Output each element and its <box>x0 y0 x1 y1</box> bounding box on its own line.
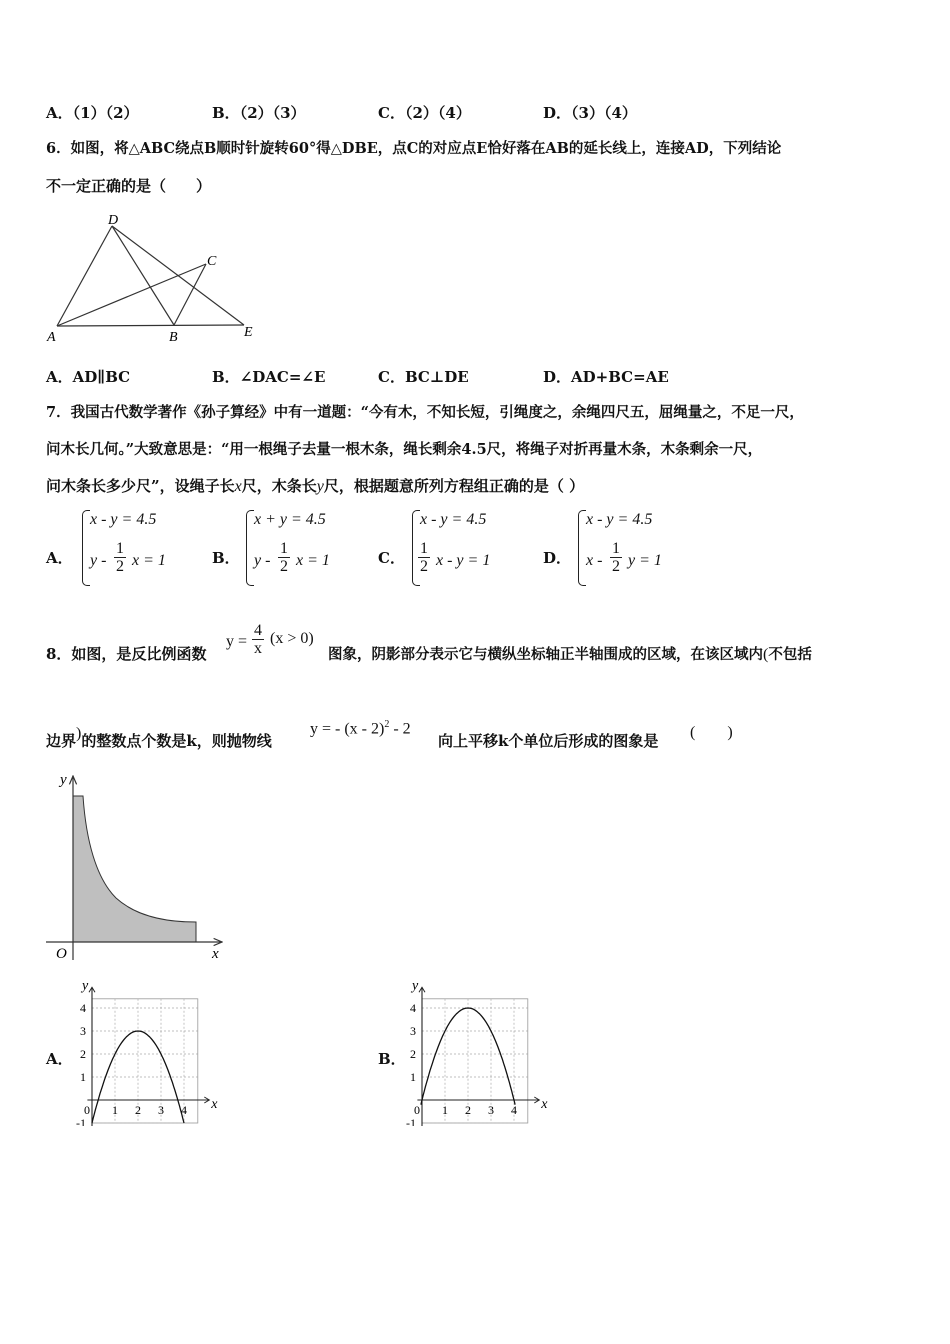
y-tick-label: 1 <box>80 1070 86 1084</box>
q7-option-d-eq2-post: y = 1 <box>628 552 662 569</box>
x-tick-label: 3 <box>158 1103 164 1117</box>
q8-parabola-eq: y = - (x - 2)$^2$ - 2 <box>310 719 411 738</box>
segment-ad <box>57 226 112 326</box>
q7-option-b-eq2-post: x = 1 <box>296 552 330 569</box>
q6-option-c: C．BC⊥DE <box>378 368 469 386</box>
q7-stem-line3: 问木条长多少尺”，设绳子长x尺，木条长y尺，根据题意所列方程组正确的是（ ） <box>46 477 585 495</box>
x-tick-label: 1 <box>112 1103 118 1117</box>
q7-option-d-brace <box>578 510 586 586</box>
var-y: y <box>316 478 324 495</box>
q6-stem-line2: 不一定正确的是（ ） <box>46 177 212 195</box>
x-tick-label: 0 <box>414 1103 420 1117</box>
q7-option-a-frac: $\frac{1}{2}$ <box>116 540 124 575</box>
axis-label-x: x <box>541 1097 548 1112</box>
q8-stem-line1-b: 图象，阴影部分表示它与横纵坐标轴正半轴围成的区域，在该区域内(不包括 <box>328 646 812 663</box>
q5-option-a: A．（1）（2） <box>46 104 139 122</box>
q7-option-a-eq1: x - y = 4.5 <box>90 511 157 528</box>
x-tick-label: 3 <box>488 1103 494 1117</box>
q6-stem-line1: 6．如图，将△ABC绕点B顺时针旋转60°得△DBE，点C的对应点E恰好落在AB的延长线上，连接AD，下列结论 <box>46 140 782 157</box>
q7-option-b-frac: $\frac{1}{2}$ <box>280 540 288 575</box>
y-tick-label: 1 <box>410 1070 416 1084</box>
q8-func-frac: $\frac{4}{x}$ <box>254 622 262 657</box>
q6-triangle-figure <box>44 208 264 346</box>
y-tick-label: 2 <box>410 1047 416 1061</box>
y-tick-label: 4 <box>410 1001 416 1015</box>
q8-hyperbola-figure <box>44 770 230 966</box>
q7-option-c-eq2-post: x - y = 1 <box>436 552 491 569</box>
q8-func-pre: y = <box>226 633 248 650</box>
y-tick-label: 3 <box>80 1024 86 1038</box>
q7-option-d-eq2-pre: x - <box>586 552 603 569</box>
q8-option-a-graph <box>70 978 220 1126</box>
q8-stem-line2-c: 向上平移k个单位后形成的图象是 <box>438 732 659 750</box>
segment-ac <box>57 264 206 326</box>
x-tick-label: 0 <box>84 1103 90 1117</box>
segment-ae <box>57 325 244 326</box>
q7-option-a-brace <box>82 510 90 586</box>
q8-stem-line2: 边界)的整数点个数是k，则抛物线 <box>46 725 272 750</box>
q8-option-b-letter: B． <box>378 1050 406 1068</box>
q7-stem-line2: 问木长几何。”大致意思是：“用一根绳子去量一根木条，绳长剩余4.5尺，将绳子对折再量木条，木条剩余一尺， <box>46 441 763 458</box>
axis-label-y: y <box>60 772 67 788</box>
x-tick-label: 1 <box>442 1103 448 1117</box>
y-tick-label: -1 <box>76 1116 86 1126</box>
q5-option-d: D．（3）（4） <box>543 104 637 122</box>
axis-label-x: x <box>212 946 219 962</box>
q8-stem-line1-a: 8．如图，是反比例函数 <box>46 645 207 663</box>
q7-option-a-eq2-pre: y - <box>90 552 107 569</box>
q7-option-b-brace <box>246 510 254 586</box>
label-a: A <box>47 330 56 345</box>
q6-option-a: A．AD∥BC <box>46 368 131 386</box>
label-d: D <box>108 213 119 228</box>
q8-func-post: (x > 0) <box>270 630 314 647</box>
q5-option-b: B．（2）（3） <box>212 104 306 122</box>
shaded-region <box>73 796 196 942</box>
origin-label: O <box>56 946 67 962</box>
y-tick-label: -1 <box>406 1116 416 1126</box>
q7-option-a-letter: A． <box>46 549 73 567</box>
x-tick-label: 4 <box>511 1103 517 1117</box>
var-x: x <box>234 478 242 495</box>
segment-cb <box>174 264 206 325</box>
q8-option-a-letter: A． <box>46 1050 73 1068</box>
q7-option-b-eq2-pre: y - <box>254 552 271 569</box>
x-tick-label: 2 <box>465 1103 471 1117</box>
q7-option-c-frac: $\frac{1}{2}$ <box>420 540 428 575</box>
q7-option-d-eq1: x - y = 4.5 <box>586 511 653 528</box>
y-tick-label: 3 <box>410 1024 416 1038</box>
q7-stem-line1: 7．我国古代数学著作《孙子算经》中有一道题：“今有木，不知长短，引绳度之，余绳四尺五，屈绳量之，不足一尺， <box>46 404 804 421</box>
q5-option-c: C．（2）（4） <box>378 104 471 122</box>
q7-option-b-letter: B． <box>212 549 240 567</box>
axis-label-x: x <box>211 1097 218 1112</box>
q7-option-c-letter: C． <box>378 549 405 567</box>
q6-option-b: B．∠DAC=∠E <box>212 368 326 386</box>
q8-option-b-graph <box>400 978 550 1126</box>
q7-option-b-eq1: x + y = 4.5 <box>254 511 326 528</box>
label-e: E <box>244 325 253 340</box>
y-tick-label: 4 <box>80 1001 86 1015</box>
q7-option-d-letter: D． <box>543 549 572 567</box>
q8-answer-blank: ( ) <box>690 724 733 741</box>
label-c: C <box>207 254 217 269</box>
q6-option-d: D．AD+BC=AE <box>543 368 669 386</box>
q7-option-a-eq2-post: x = 1 <box>132 552 166 569</box>
axis-label-y: y <box>82 978 89 994</box>
q7-option-d-frac: $\frac{1}{2}$ <box>612 540 620 575</box>
x-tick-label: 4 <box>181 1103 187 1117</box>
label-b: B <box>169 330 178 345</box>
q7-option-c-eq1: x - y = 4.5 <box>420 511 487 528</box>
segment-db <box>112 226 174 325</box>
x-tick-label: 2 <box>135 1103 141 1117</box>
axis-label-y: y <box>412 978 419 994</box>
y-tick-label: 2 <box>80 1047 86 1061</box>
